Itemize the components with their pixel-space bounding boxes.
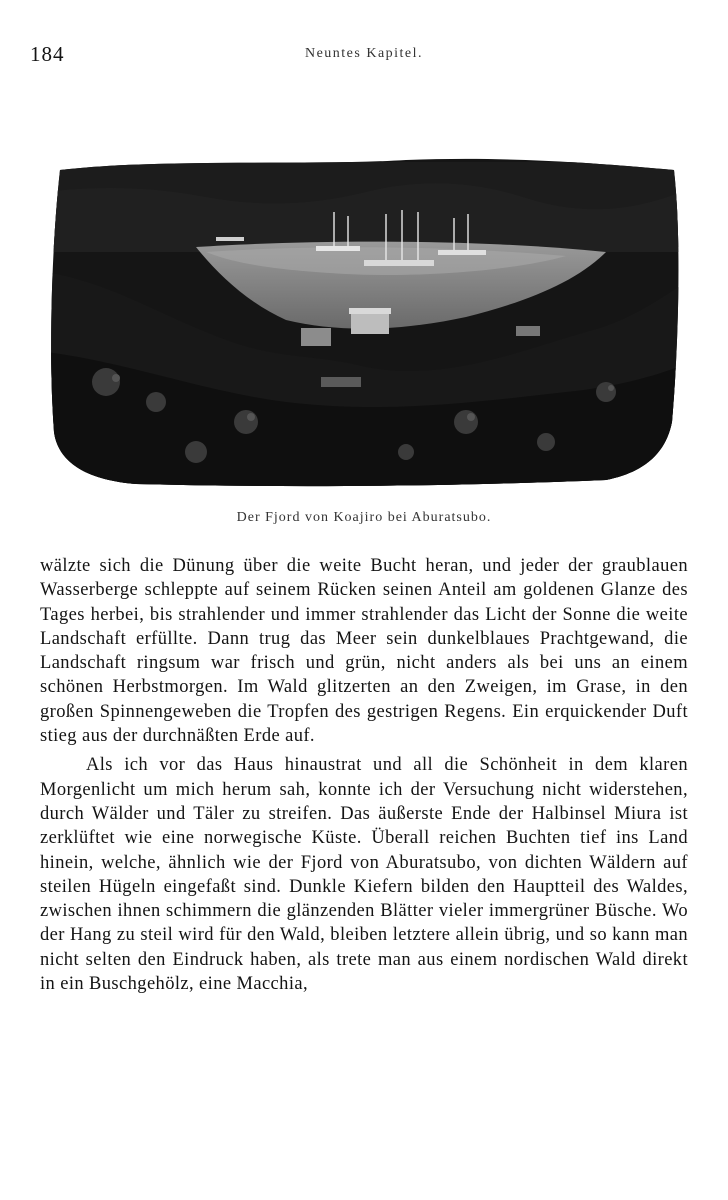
paragraph: Als ich vor das Haus hinaustrat und all die Schönheit in dem klaren Morgenlicht um mich herum sah, konnte ich der Versuchung nicht widerstehen, durch Wälder und Täler zu streifen. Das äußerste Ende der Halbinsel Miura ist zerklüftet wie eine norwegische Küste. Überall reichen Buchten tief ins Land hinein, welche, ähnlich wie der Fjord von Aburatsubo, von dichten Wäldern auf steilen Hügeln eingefaßt sind. Dunkle Kiefern bilden den Hauptteil des Waldes, zwischen ihnen schimmern die glänzenden Blätter vieler immergrüner Büsche. Wo der Hang zu steil wird für den Wald, bleiben letztere allein übrig, und so kann man nicht selten den Eindruck haben, als trete man aus einem nordischen Wald direkt in ein Buschgehölz, eine Macchia,	[40, 755, 688, 995]
figure-caption: Der Fjord von Koajiro bei Aburatsubo.	[236, 510, 492, 525]
paragraph-continued: wälzte sich die Dünung über die weite Bucht heran, und jeder der graublauen Wasserberge schleppte auf seinem Rücken seinen Anteil am goldenen Glanze des Tages herbei, bis strahlender und immer strahlender das Licht der Sonne die weite Landschaft erfüllte. Dann trug das Meer sein dunkelblaues Prachtgewand, die Landschaft ringsum war frisch und grün, nicht anders als bei uns an einem schönen Herbstmorgen. Im Wald glitzerten an den Zweigen, im Grase, in den großen Spinnengeweben die Tropfen des gestrigen Regens. Ein erquickender Duft stieg aus der durchnäßten Erde auf.	[40, 556, 688, 747]
fjord-photograph	[46, 152, 686, 490]
body-text	[40, 554, 688, 996]
page-number: 184	[30, 42, 65, 66]
running-title: Neuntes Kapitel.	[304, 46, 424, 61]
